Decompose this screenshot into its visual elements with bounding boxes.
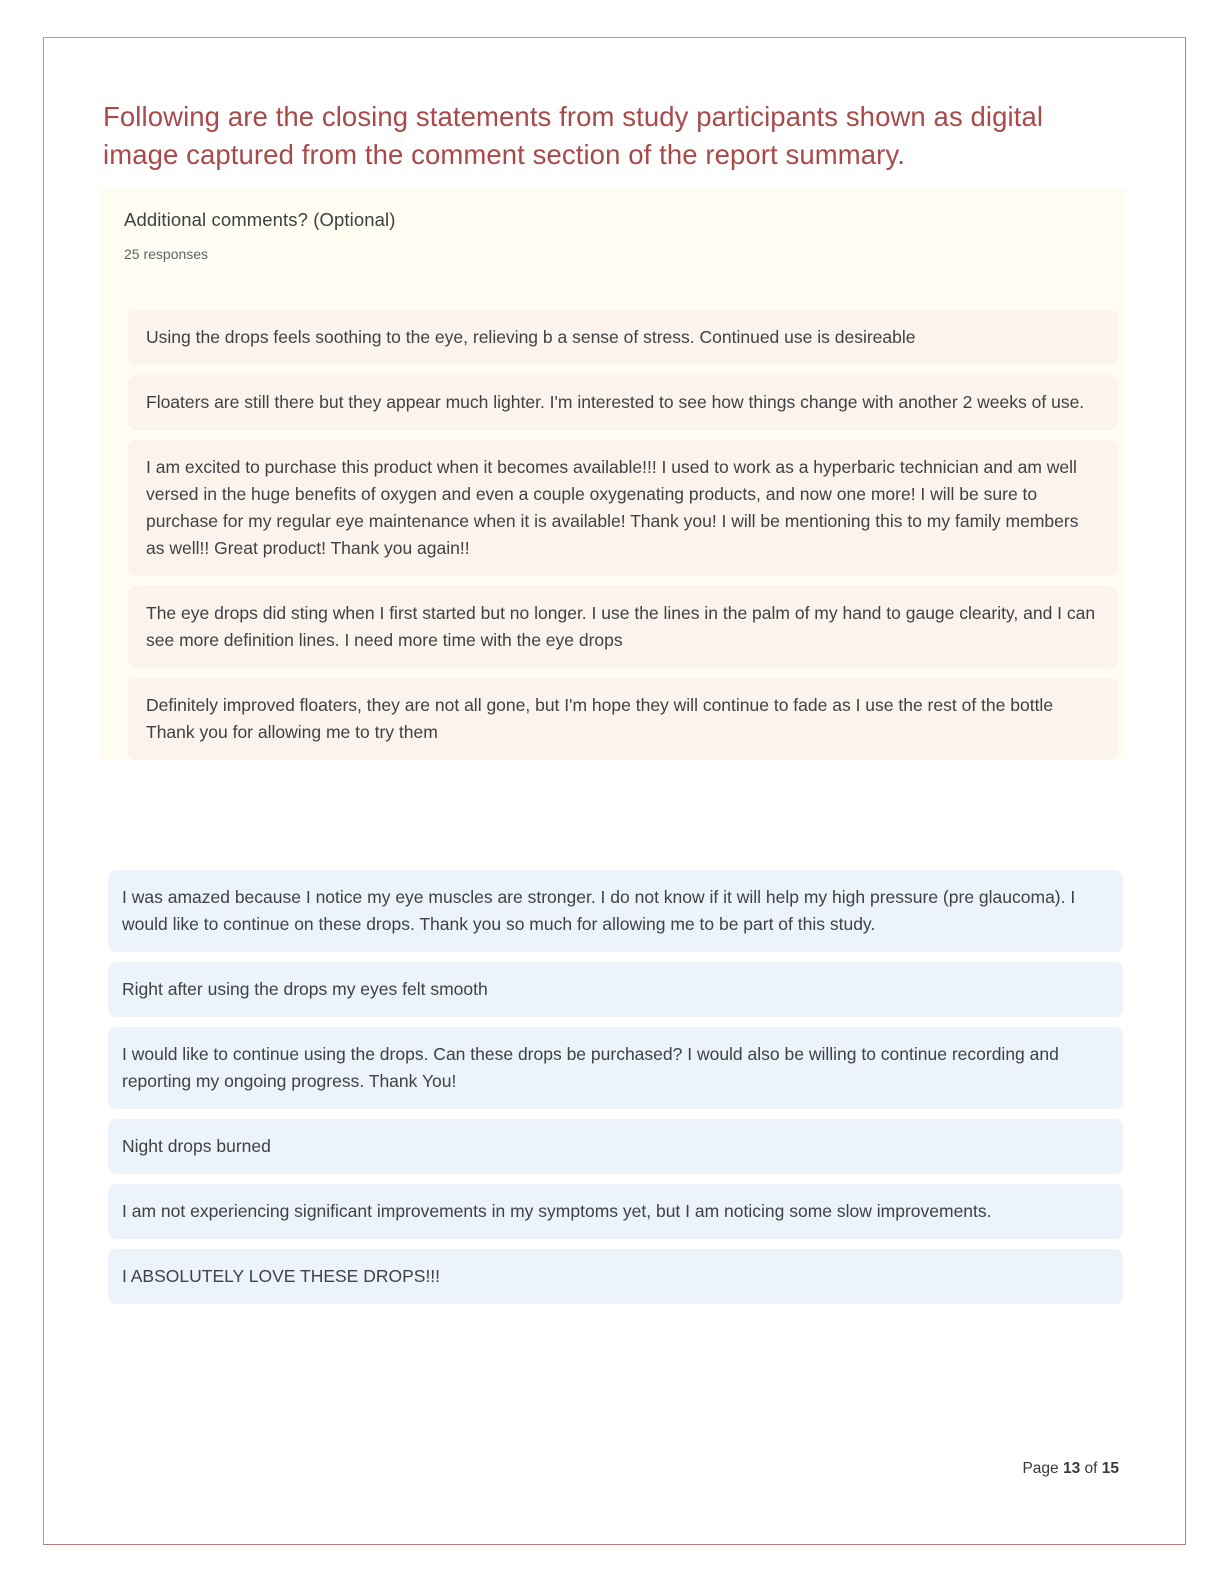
- total-pages: 15: [1101, 1460, 1119, 1477]
- form-question-title: Additional comments? (Optional): [124, 209, 396, 230]
- comment-card: [128, 586, 1118, 668]
- comment-list-blue: [108, 870, 1123, 1314]
- comment-text: I am excited to purchase this product when it becomes available!!! I used to work as a hyperbaric technician and am well versed in the huge benefits of oxygen and even a couple oxygenating products, and now one more! I will be sure to purchase for my regular eye maintenance when it is available! Thank you! I will be mentioning this to my family members as well!! Great product! Thank you again!!: [146, 457, 1079, 558]
- comment-text: Night drops burned: [122, 1136, 271, 1156]
- comment-text: Right after using the drops my eyes felt smooth: [122, 979, 488, 999]
- comment-text: I am not experiencing significant improvements in my symptoms yet, but I am noticing some slow improvements.: [122, 1201, 992, 1221]
- comment-text: The eye drops did sting when I first started but no longer. I use the lines in the palm of my hand to gauge clearity, and I can see more definition lines. I need more time with the eye drops: [146, 603, 1096, 650]
- comment-card: [128, 310, 1118, 365]
- of-word: of: [1080, 1460, 1102, 1477]
- form-screenshot-section: [100, 187, 1126, 760]
- page-number: 13: [1062, 1460, 1081, 1477]
- comment-card: [128, 440, 1118, 576]
- page-word: Page: [1022, 1460, 1063, 1477]
- comment-text: Definitely improved floaters, they are not all gone, but I'm hope they will continue to fade as I use the rest of the bottle Thank you for allowing me to try them: [146, 695, 1054, 742]
- comment-text: Using the drops feels soothing to the eye, relieving b a sense of stress. Continued use is desireable: [146, 327, 916, 347]
- comment-text: I would like to continue using the drops. Can these drops be purchased? I would also be willing to continue recording and reporting my ongoing progress. Thank You!: [122, 1044, 1059, 1091]
- comment-card: [108, 1184, 1123, 1239]
- comment-card: [108, 962, 1123, 1017]
- comment-card: [108, 870, 1123, 952]
- comment-card: [128, 678, 1118, 760]
- comment-text: I ABSOLUTELY LOVE THESE DROPS!!!: [122, 1266, 441, 1286]
- response-count: 25 responses: [124, 246, 209, 262]
- comment-text: I was amazed because I notice my eye muscles are stronger. I do not know if it will help my high pressure (pre glaucoma). I would like to continue on these drops. Thank you so much for allowing me to be part of this study.: [122, 887, 1076, 934]
- page-footer: [1022, 1460, 1119, 1478]
- comment-card: [108, 1249, 1123, 1304]
- comment-list-cream: [128, 262, 1118, 760]
- document-heading: Following are the closing statements from study participants shown as digital image captured from the comment section of the report summary.: [103, 101, 1044, 170]
- comment-text: Floaters are still there but they appear much lighter. I'm interested to see how things change with another 2 weeks of use.: [146, 392, 1085, 412]
- comment-card: [108, 1119, 1123, 1174]
- comment-card: [108, 1027, 1123, 1109]
- comment-card: [128, 375, 1118, 430]
